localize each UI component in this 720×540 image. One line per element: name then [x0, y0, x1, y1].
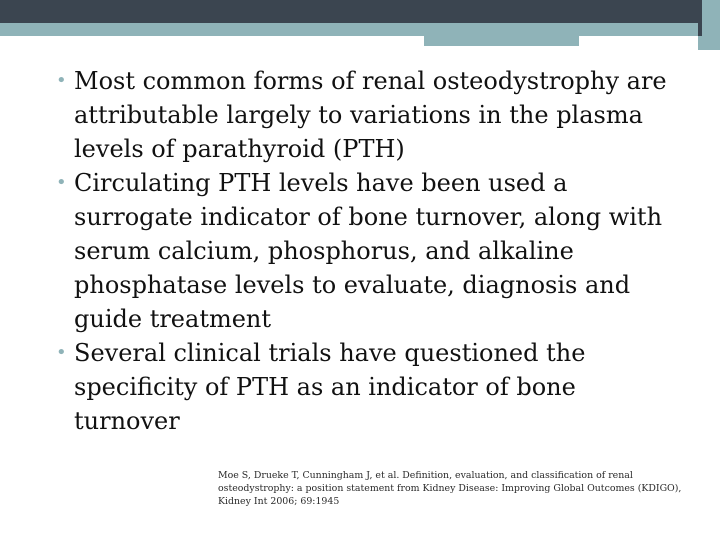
bullet-marker-icon: •	[56, 172, 67, 193]
slide-bullet-3	[56, 336, 676, 438]
slide-header-teal-accent	[424, 36, 579, 46]
slide-header-dark-bar	[0, 0, 720, 23]
slide-bullet-2-text: Circulating PTH levels have been used a surrogate indicator of bone turnover, along with serum calcium, phosphorus, and alkaline phosphatase levels to evaluate, diagnosis and guide treatment	[74, 169, 663, 333]
slide-citation: Moe S, Drueke T, Cunningham J, et al. Definition, evaluation, and classification of renal osteodystrophy: a position statement from Kidney Disease: Improving Global Outcomes (KDIGO), Kidney Int 2006; 69:1945	[218, 470, 682, 507]
slide-header-teal-bar	[0, 23, 720, 36]
slide-bullet-1	[56, 64, 676, 166]
slide-header-dark-notch	[698, 0, 702, 36]
slide-bullet-2	[56, 166, 676, 336]
bullet-marker-icon: •	[56, 70, 67, 91]
slide-bullet-3-text: Several clinical trials have questioned the specificity of PTH as an indicator of bone turnover	[74, 339, 586, 435]
slide-bullet-list	[56, 64, 676, 438]
slide-bullet-1-text: Most common forms of renal osteodystrophy are attributable largely to variations in the plasma levels of parathyroid (PTH)	[74, 67, 667, 163]
bullet-marker-icon: •	[56, 342, 67, 363]
